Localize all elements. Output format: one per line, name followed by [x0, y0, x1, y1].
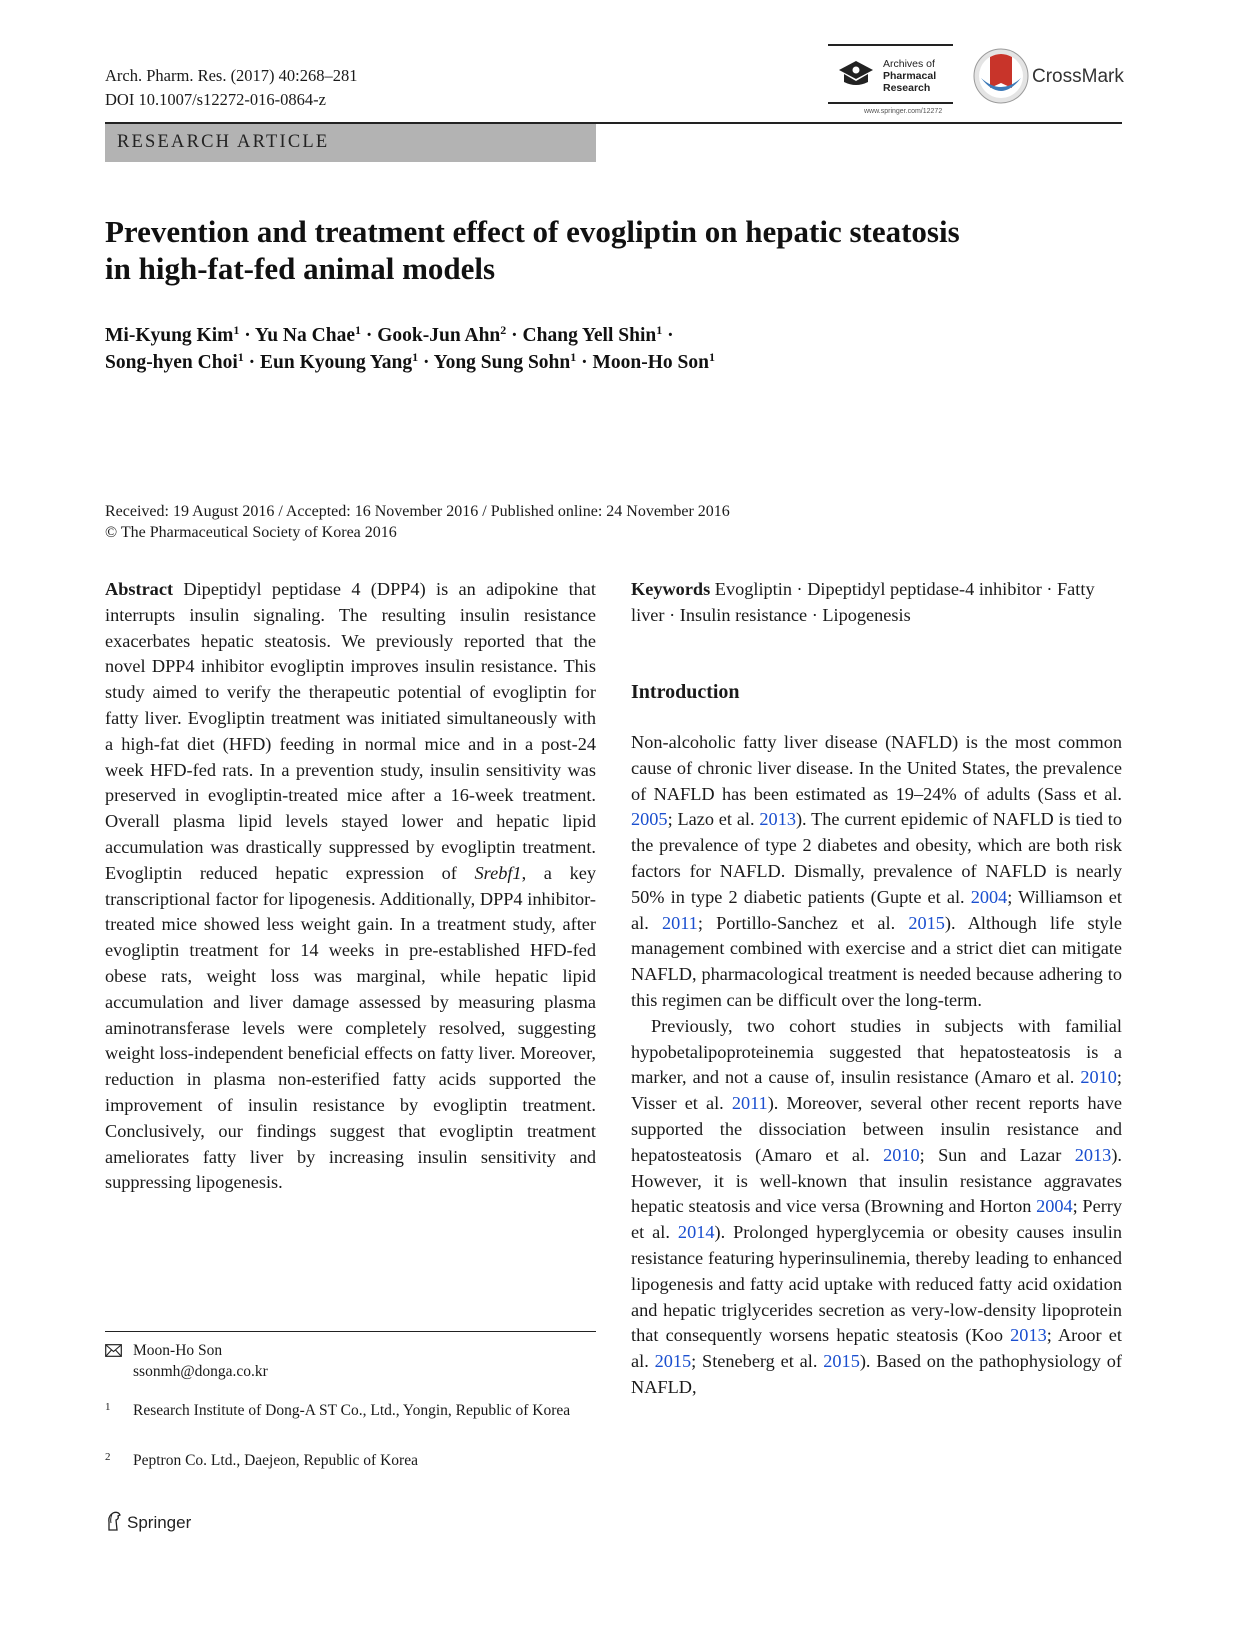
- citation-link[interactable]: 2004: [970, 886, 1008, 907]
- author-affiliation: 2: [500, 323, 507, 337]
- dates-line: Received: 19 August 2016 / Accepted: 16 November 2016 / Published online: 24 November 2016: [105, 503, 730, 520]
- journal-citation: Arch. Pharm. Res. (2017) 40:268–281: [105, 66, 358, 85]
- footnote-divider: [105, 1331, 596, 1332]
- citation-link[interactable]: 2014: [677, 1222, 715, 1243]
- introduction-heading: Introduction: [631, 681, 740, 703]
- author-affiliation: 1: [656, 323, 663, 337]
- author-name[interactable]: Yu Na Chae: [254, 325, 355, 346]
- gene-name: Srebf1: [474, 862, 522, 883]
- keywords-label: Keywords: [631, 579, 711, 599]
- author-line-2: Song-hyen Choi$^1$ · Eun Kyoung Yang$^1$ · Yong Sung Sohn$^1$ · Moon-Ho Son$^1$: [105, 350, 715, 373]
- author-name[interactable]: Yong Sung Sohn: [433, 352, 571, 373]
- journal-emblem-icon: [836, 58, 876, 88]
- publisher-name: Springer: [127, 1513, 192, 1532]
- author-affiliation: 1: [237, 350, 244, 364]
- keywords: [631, 577, 1122, 629]
- citation-link[interactable]: 2015: [823, 1351, 860, 1372]
- corresponding-email[interactable]: ssonmh@donga.co.kr: [133, 1363, 268, 1380]
- author-affiliation: 1: [412, 350, 419, 364]
- keywords-text: Evogliptin · Dipeptidyl peptidase-4 inhibitor · Fatty liver · Insulin resistance · Lipogenesis: [631, 579, 1095, 625]
- abstract-text-b: , a key transcriptional factor for lipogenesis. Additionally, DPP4 inhibitor-treated mice showed less weight gain. In a treatment study, after evogliptin treatment for 14 weeks in pre-established HFD-fed obese rats, weight loss was marginal, while hepatic lipid accumulation and liver damage assessed by measuring plasma aminotransferase levels were completely resolved, suggesting weight loss-independent beneficial effects on fatty liver. Moreover, reduction in plasma non-esterified fatty acids supported the improvement of insulin resistance by evogliptin treatment. Conclusively, our findings suggest that evogliptin treatment ameliorates fatty liver by increasing insulin sensitivity and suppressing lipogenesis.: [105, 862, 596, 1193]
- affiliation-text: Research Institute of Dong-A ST Co., Ltd., Yongin, Republic of Korea: [133, 1402, 571, 1419]
- author-name[interactable]: Moon-Ho Son: [592, 352, 709, 373]
- citation-link[interactable]: 2011: [731, 1093, 768, 1114]
- citation-link[interactable]: 2010: [883, 1144, 920, 1165]
- journal-logo-text: Archives of Pharmacal Research: [883, 58, 937, 94]
- publication-dates: [105, 501, 1122, 543]
- citation-link[interactable]: 2010: [1080, 1067, 1117, 1088]
- article-type: RESEARCH ARTICLE: [117, 132, 330, 152]
- citation-link[interactable]: 2013: [759, 809, 796, 830]
- author-affiliation: 1: [354, 323, 361, 337]
- abstract: [105, 577, 596, 1196]
- citation-link[interactable]: 2011: [661, 912, 698, 933]
- abstract-text-a: Dipeptidyl peptidase 4 (DPP4) is an adipokine that interrupts insulin signaling. The resulting insulin resistance exacerbates hepatic steatosis. We previously reported that the novel DPP4 inhibitor evogliptin improves insulin resistance. This study aimed to verify the therapeutic potential of evogliptin for fatty liver. Evogliptin treatment was initiated simultaneously with a high-fat diet (HFD) feeding in normal mice and in a post-24 week HFD-fed rats. In a prevention study, insulin sensitivity was preserved in evogliptin-treated mice after a 16-week treatment. Overall plasma lipid levels stayed lower and hepatic lipid accumulation was drastically suppressed by evogliptin treatment. Evogliptin reduced hepatic expression of: [105, 579, 597, 883]
- article-type-banner: [105, 124, 596, 162]
- intro-paragraph-1: Non-alcoholic fatty liver disease (NAFLD) is the most common cause of chronic liver disease. In the United States, the prevalence of NAFLD has been estimated as 19–24% of adults (Sass et al. 2005; Lazo et al. 2013). The current epidemic of NAFLD is tied to the prevalence of type 2 diabetes and obesity, which are both risk factors for NAFLD. Dismally, prevalence of NAFLD is nearly 50% in type 2 diabetic patients (Gupte et al. 2004; Williamson et al. 2011; Portillo-Sanchez et al. 2015). Although life style management combined with exercise and a strict diet can mitigate NAFLD, pharmacological treatment is needed because adhering to this regimen can be difficult over the long-term.: [631, 732, 1123, 1010]
- copyright-line: © The Pharmaceutical Society of Korea 2016: [105, 524, 397, 541]
- envelope-icon: [105, 1344, 122, 1357]
- author-name[interactable]: Chang Yell Shin: [522, 325, 657, 346]
- citation-link[interactable]: 2013: [1010, 1325, 1047, 1346]
- affiliation-number: 2: [105, 1451, 111, 1463]
- citation-link[interactable]: 2015: [654, 1351, 692, 1372]
- journal-logo: [828, 44, 953, 115]
- citation-link[interactable]: 2015: [908, 912, 945, 933]
- author-affiliation: 1: [709, 350, 715, 364]
- doi[interactable]: DOI 10.1007/s12272-016-0864-z: [105, 90, 326, 109]
- intro-paragraph-2: Previously, two cohort studies in subjects with familial hypobetalipoproteinemia suggested that hepatosteatosis is a marker, and not a cause of, insulin resistance (Amaro et al. 2010; Visser et al. 2011). Moreover, several other recent reports have supported the dissociation between insulin resistance and hepatosteatosis (Amaro et al. 2010; Sun and Lazar 2013). However, it is well-known that insulin resistance aggravates hepatic steatosis and vice versa (Browning and Horton 2004; Perry et al. 2014). Prolonged hyperglycemia or obesity causes insulin resistance featuring hyperinsulinemia, thereby leading to enhanced lipogenesis and fatty acid uptake with reduced fatty acid oxidation and hepatic triglycerides secretion as very-low-density lipoprotein that consequently worsens hepatic steatosis (Koo 2013; Aroor et al. 2015; Steneberg et al. 2015). Based on the pathophysiology of NAFLD,: [631, 1015, 1123, 1397]
- journal-url[interactable]: www.springer.com/12272: [864, 108, 943, 115]
- citation-link[interactable]: 2004: [1036, 1196, 1073, 1217]
- author-name[interactable]: Gook-Jun Ahn: [377, 325, 501, 346]
- springer-horse-icon: [105, 1511, 123, 1531]
- publisher-logo: [105, 1511, 191, 1533]
- crossmark-icon[interactable]: [973, 48, 1029, 104]
- article-title: Prevention and treatment effect of evogliptin on hepatic steatosis in high-fat-fed animal models: [105, 214, 960, 286]
- introduction-body: [631, 730, 1122, 1401]
- affiliation-number: 1: [105, 1401, 111, 1413]
- author-name[interactable]: Eun Kyoung Yang: [260, 352, 413, 373]
- citation-link[interactable]: 2013: [1074, 1144, 1112, 1165]
- affiliation-text: Peptron Co. Ltd., Daejeon, Republic of Korea: [133, 1452, 418, 1469]
- crossmark-label[interactable]: CrossMark: [1032, 66, 1124, 87]
- author-name[interactable]: Mi-Kyung Kim: [105, 325, 234, 346]
- author-line-1: Mi-Kyung Kim$^1$ · Yu Na Chae$^1$ · Gook-Jun Ahn$^2$ · Chang Yell Shin$^1$ ·: [105, 323, 674, 346]
- journal-reference: [105, 64, 358, 112]
- corresponding-author: Moon-Ho Son: [133, 1342, 223, 1359]
- author-affiliation: 1: [570, 350, 577, 364]
- author-affiliation: 1: [233, 323, 240, 337]
- author-name[interactable]: Song-hyen Choi: [105, 352, 238, 373]
- abstract-label: Abstract: [105, 579, 174, 599]
- citation-link[interactable]: 2005: [631, 809, 668, 830]
- author-list: [105, 322, 1105, 376]
